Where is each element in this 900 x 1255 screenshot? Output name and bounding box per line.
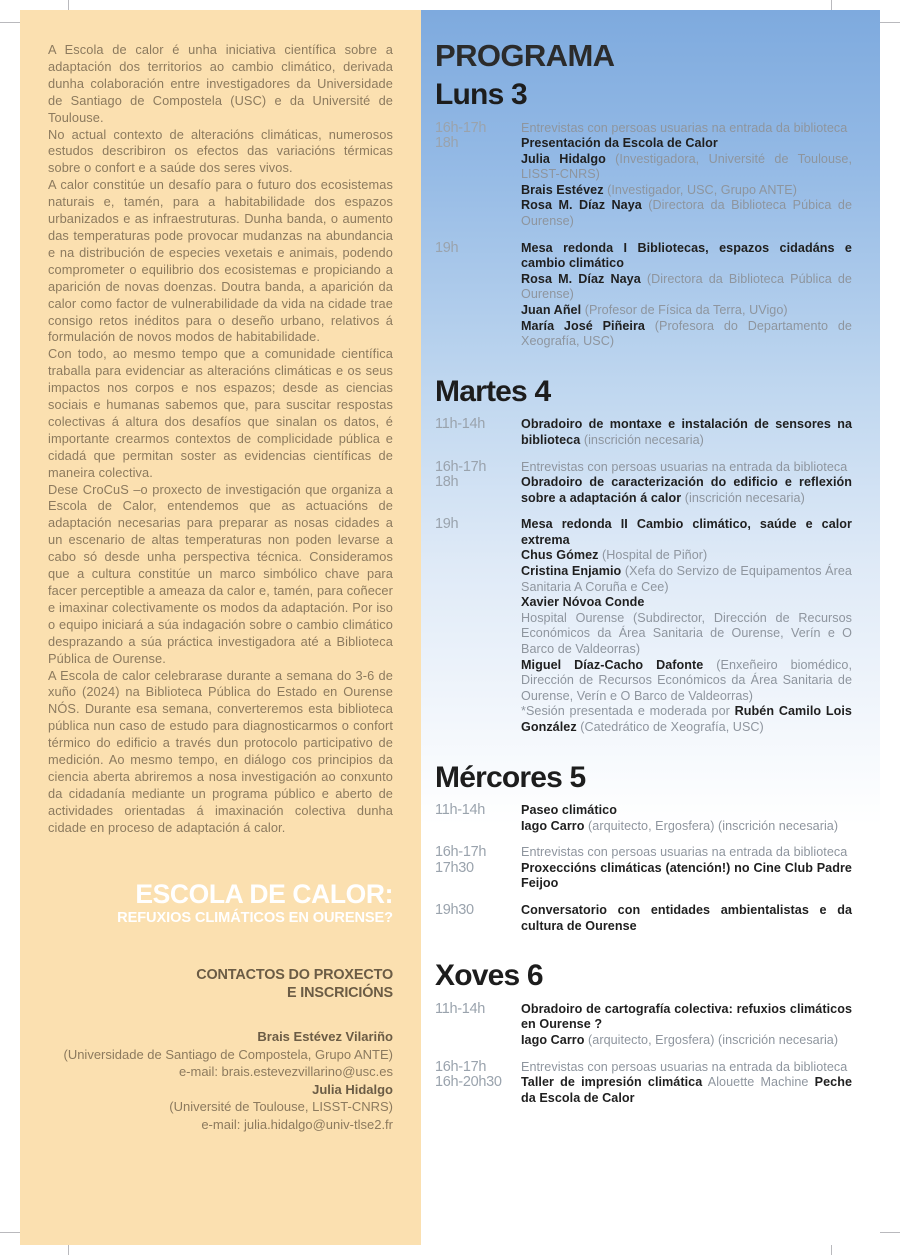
contact-entry — [48, 1081, 393, 1134]
entry-time-primary: 16h-17h — [435, 1058, 487, 1075]
entry-line — [521, 548, 852, 564]
contacts-heading-line-2: E INSCRICIÓNS — [287, 985, 393, 1002]
entry-description — [521, 121, 852, 230]
program-entry — [429, 517, 852, 735]
entry-description — [521, 460, 852, 507]
program-entry — [429, 1002, 852, 1049]
entry-line — [521, 845, 852, 861]
entry-time-primary: 16h-17h — [435, 844, 487, 861]
brand-subtitle: REFUXIOS CLIMÁTICOS EN OURENSE? — [117, 910, 393, 927]
entry-line — [521, 595, 852, 611]
entry-highlight: Obradoiro de montaxe e instalación de sensores na biblioteca — [521, 417, 852, 447]
entry-time-primary: 19h — [435, 516, 459, 533]
entry-detail: Entrevistas con persoas usuarias na entrada da biblioteca — [521, 120, 848, 135]
day-entries — [429, 417, 852, 735]
intro-paragraph: No actual contexto de alteracións climáticas, numerosos estudos describiron os efectos das variacións térmicas sobre o confort e a saúde dos seres vivos. — [48, 126, 393, 176]
entry-detail: (Profesora do Departamento de Xeografía, USC) — [521, 318, 852, 349]
entry-detail: (Hospital de Piñor) — [598, 548, 708, 563]
day-title: Xoves 6 — [435, 959, 543, 993]
day-title: Luns 3 — [435, 78, 527, 111]
entry-line — [521, 303, 852, 319]
contacts-heading-line-1: CONTACTOS DO PROXECTO — [196, 967, 393, 984]
entry-highlight: Rosa M. Díaz Naya — [521, 271, 641, 286]
entry-detail: Entrevistas con persoas usuarias na entrada da biblioteca — [521, 845, 848, 860]
entry-detail: (Enxeñeiro biomédico, Dirección de Recursos Económicos da Área Sanitaria de Ourense, Verín e O Barco de Valdeorras) — [521, 657, 852, 703]
entry-line — [521, 1075, 852, 1106]
program-days — [429, 79, 852, 1106]
entry-time-primary: 11h-14h — [435, 802, 486, 819]
entry-line — [521, 460, 852, 476]
entry-detail: (arquitecto, Ergosfera) (inscrición necesaria) — [584, 1032, 839, 1047]
entry-description — [521, 417, 852, 448]
entry-detail: (Profesor de Física da Terra, UVigo) — [581, 303, 788, 318]
entry-line — [521, 183, 852, 199]
entry-description — [521, 845, 852, 892]
program-day — [429, 376, 852, 736]
day-title: Martes 4 — [435, 374, 551, 408]
left-panel — [20, 10, 421, 1245]
entry-highlight: Xavier Nóvoa Conde — [521, 595, 645, 610]
entry-time-secondary: 18h — [435, 135, 459, 152]
program-day — [429, 79, 852, 350]
right-panel — [421, 10, 880, 1245]
contact-affiliation: (Universidade de Santiago de Compostela, Grupo ANTE) — [63, 1046, 393, 1062]
entry-time — [429, 517, 521, 533]
entry-time — [429, 845, 521, 876]
intro-paragraph: A Escola de calor é unha iniciativa científica sobre a adaptación dos territorios ao cambio climático, derivada dunha colaboración entre investigadores da Universidade de Santiago de Compostela (USC) e da Université de Toulouse. — [48, 42, 393, 125]
entry-detail: Entrevistas con persoas usuarias na entrada da biblioteca — [521, 459, 848, 474]
entry-detail: Entrevistas con persoas usuarias na entrada da biblioteca — [521, 1059, 848, 1074]
entry-highlight: Proxeccións climáticas (atención!) no Cine Club Padre Feijoo — [521, 860, 852, 891]
brand-title: ESCOLA DE CALOR: — [135, 878, 393, 909]
entry-highlight: Iago Carro — [521, 818, 585, 833]
entry-time — [429, 1060, 521, 1091]
entry-time — [429, 903, 521, 919]
entry-detail: (Investigador, USC, Grupo ANTE) — [603, 182, 797, 197]
entry-detail: (Xefa do Servizo de Equipamentos Área Sanitaria A Coruña e Cee) — [521, 564, 852, 594]
entry-highlight: Rubén Camilo Lois González — [521, 704, 852, 734]
entry-line — [521, 417, 852, 448]
entry-time — [429, 803, 521, 819]
entry-highlight: Presentación da Escola de Calor — [521, 136, 718, 151]
contact-name: Julia Hidalgo — [312, 1081, 393, 1097]
entry-highlight: Juan Añel — [521, 303, 582, 318]
intro-text — [48, 42, 393, 837]
entry-detail: Hospital Ourense (Subdirector, Dirección de Recursos Económicos da Área Sanitaria de Ourense, Verín e O Barco de Valdeorras) — [521, 610, 852, 657]
entry-line — [521, 611, 852, 658]
intro-paragraph: A Escola de calor celebrarase durante a semana do 3-6 de xuño (2024) na Biblioteca Pública do Estado en Ourense NÓS. Durante esa semana, converteremos esta biblioteca pública nun caso de estudo para diagnosticarmos o confort térmico do edificio a través dun protocolo participativo de medición. Ao mesmo tempo, en diálogo cos principios da ciencia aberta abriremos a nosa investigación ao conxunto da cidadanía mediante un programa público e aberto de actividades orientadas á imaxinación colectiva dunha cidade en proceso de adaptación á calor. — [48, 667, 393, 835]
entry-description — [521, 1060, 852, 1107]
entry-detail: (Directora da Biblioteca Pública de Ourense) — [521, 271, 852, 302]
entry-line — [521, 704, 852, 735]
entry-description — [521, 803, 852, 834]
entry-time — [429, 1002, 521, 1018]
entry-description — [521, 517, 852, 735]
entry-detail: (inscrición necesaria) — [580, 432, 704, 447]
entry-time-primary: 16h-17h — [435, 119, 487, 136]
entry-highlight: María José Piñeira — [521, 318, 645, 333]
program-entry — [429, 121, 852, 230]
entry-highlight: Miguel Díaz-Cacho Dafonte — [521, 657, 704, 672]
entry-line — [521, 198, 852, 229]
entry-detail: Alouette Machine — [702, 1075, 815, 1090]
entry-highlight: Obradoiro de cartografía colectiva: refuxios climáticos en Ourense ? — [521, 1001, 852, 1032]
entry-time-secondary: 18h — [435, 474, 459, 491]
entry-line — [521, 136, 852, 152]
contact-email[interactable]: e-mail: brais.estevezvillarino@usc.es — [178, 1064, 393, 1080]
entry-highlight: Taller de impresión climática — [521, 1075, 703, 1090]
program-entry — [429, 845, 852, 892]
entry-time-primary: 16h-17h — [435, 458, 487, 475]
entry-highlight: Rosa M. Díaz Naya — [521, 198, 642, 213]
program-entry — [429, 241, 852, 350]
entry-detail: (Directora da Biblioteca Púbica de Ourense) — [521, 198, 853, 229]
entry-detail: (Catedrático de Xeografía, USC) — [576, 720, 764, 734]
contact-entry — [48, 1028, 393, 1081]
program-entry — [429, 803, 852, 834]
program-day — [429, 960, 852, 1106]
entry-line — [521, 241, 852, 272]
brand-block — [48, 878, 393, 927]
entry-time-primary: 11h-14h — [435, 416, 486, 433]
entry-time-secondary: 16h-20h30 — [435, 1074, 502, 1091]
entry-line — [521, 903, 852, 934]
program-entry — [429, 1060, 852, 1107]
contact-name: Brais Estévez Vilariño — [257, 1029, 393, 1045]
entry-highlight: Julia Hidalgo — [521, 151, 606, 166]
entry-highlight: Peche da Escola de Calor — [521, 1075, 852, 1105]
day-title: Mércores 5 — [435, 760, 586, 794]
entry-detail: (inscrición necesaria) — [681, 490, 805, 505]
entry-time-secondary: 17h30 — [435, 859, 474, 876]
entry-line — [521, 121, 852, 137]
entry-line — [521, 319, 852, 350]
program-entry — [429, 417, 852, 448]
day-entries — [429, 121, 852, 350]
entry-highlight: Mesa redonda II Cambio climático, saúde e calor extrema — [521, 517, 852, 547]
entry-description — [521, 1002, 852, 1049]
entry-time — [429, 241, 521, 257]
entry-description — [521, 903, 852, 934]
contacts-heading — [48, 966, 393, 1002]
programa-title: PROGRAMA — [435, 38, 615, 73]
entry-line — [521, 803, 852, 819]
intro-paragraph: Dese CroCuS –o proxecto de investigación que organiza a Escola de Calor, entendemos que as actuacións de adaptación necesarias para preparar as nosas cidades a un escenario de altas temperaturas non poden levarse a cabo só desde unha perspectiva técnica. Consideramos que a cultura constitúe un marco simbólico chave para facer perceptible a ameaza da calor e, tamén, para coñecer e imaxinar colectivamente os modos da adaptación. Por iso o equipo iniciará a súa indagación sobre o cambio climático desprazando a súa práctica investigadora até a Biblioteca Pública de Ourense. — [48, 481, 393, 666]
entry-line — [521, 475, 852, 506]
program-entry — [429, 903, 852, 934]
entry-detail: (arquitecto, Ergosfera) (inscrición necesaria) — [584, 818, 839, 833]
entry-line — [521, 564, 852, 595]
program-day — [429, 762, 852, 935]
entry-line — [521, 1060, 852, 1076]
entry-highlight: Chus Gómez — [521, 548, 599, 563]
day-entries — [429, 803, 852, 934]
entry-detail: *Sesión presentada e moderada por — [521, 704, 735, 719]
contact-email[interactable]: e-mail: julia.hidalgo@univ-tlse2.fr — [201, 1116, 393, 1132]
entry-highlight: Paseo climático — [521, 803, 617, 818]
entry-highlight: Conversatorio con entidades ambientalistas e da cultura de Ourense — [521, 903, 852, 933]
entry-highlight: Cristina Enjamio — [521, 564, 622, 579]
entry-line — [521, 658, 852, 705]
contact-affiliation: (Université de Toulouse, LISST-CNRS) — [169, 1099, 393, 1115]
entry-line — [521, 861, 852, 892]
entry-time — [429, 417, 521, 433]
contacts-list — [48, 1028, 393, 1133]
entry-line — [521, 152, 852, 183]
intro-paragraph: Con todo, ao mesmo tempo que a comunidade científica traballa para evidenciar as alteracións climáticas e os seus impactos nos corpos e nos espazos; desde as ciencias sociais e humanas sabemos que, para suscitar respostas colectivas á altura dos desafíos que sinalan os datos, é importante crearmos contextos de complicidade pública e cidadá que permitan soster as evidencias científicas de maneira colectiva. — [48, 346, 393, 480]
entry-description — [521, 241, 852, 350]
entry-line — [521, 1033, 852, 1049]
entry-line — [521, 819, 852, 835]
intro-paragraph: A calor constitúe un desafío para o futuro dos ecosistemas naturais e, tamén, para a habitabilidade dos espazos urbanizados e as infraestruturas. Dunha banda, o aumento das temperaturas pode provocar mudanzas na abundancia e na distribución de especies vexetais e animais, podendo comprometer o equilibrio dos ecosistemas e propiciando a aparición de novas doenzas. Doutra banda, a aparición da calor como factor de vulnerabilidade da vida na cidade trae consigo retos inéditos para o deseño urbano, relativos á formulación de novos modos de habitabilidade. — [48, 177, 393, 345]
entry-highlight: Mesa redonda I Bibliotecas, espazos cidadáns e cambio climático — [521, 240, 852, 271]
entry-line — [521, 517, 852, 548]
entry-time — [429, 121, 521, 152]
day-entries — [429, 1002, 852, 1107]
program-entry — [429, 460, 852, 507]
entry-time-primary: 11h-14h — [435, 1000, 486, 1017]
entry-line — [521, 272, 852, 303]
entry-detail: (Investigadora, Université de Toulouse, LISST-CNRS) — [521, 151, 852, 182]
entry-time — [429, 460, 521, 491]
entry-highlight: Brais Estévez — [521, 182, 604, 197]
entry-time-primary: 19h — [435, 239, 459, 256]
entry-line — [521, 1002, 852, 1033]
entry-time-primary: 19h30 — [435, 902, 474, 919]
entry-highlight: Iago Carro — [521, 1032, 585, 1047]
entry-highlight: Obradoiro de caracterización do edificio e reflexión sobre a adaptación á calor — [521, 475, 852, 505]
